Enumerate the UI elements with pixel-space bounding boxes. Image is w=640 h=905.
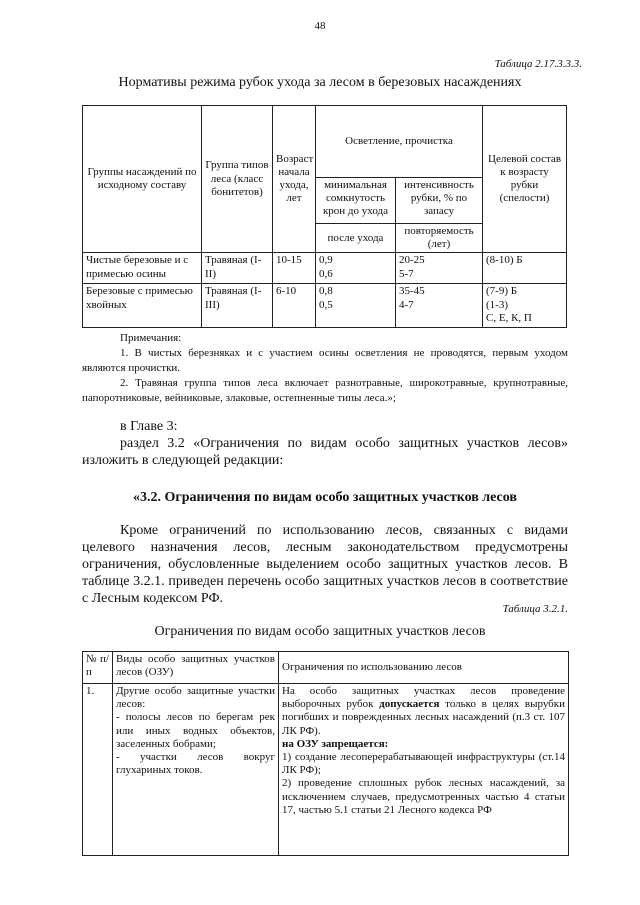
header-age-start: Возраст начала ухода, лет (273, 106, 316, 253)
header-repeat: повторяемость (лет) (396, 224, 483, 253)
limits-text: только в целях вырубки погибших и поврежденных лесных насаждений (п.3 ст. 107 ЛК РФ). (282, 698, 565, 737)
target-value: (7-9) Б (486, 285, 518, 298)
table-row (83, 253, 567, 284)
cell-density (316, 253, 396, 284)
intensity-value: 5-7 (399, 267, 414, 280)
forbidden-item: 1) создание лесоперерабатывающей инфраструктуры (ст.14 ЛК РФ); (282, 750, 565, 777)
chapter-reference (82, 418, 568, 469)
density-value: 0,9 (319, 254, 333, 267)
header-intensity: интенсивность рубки, % по запасу (396, 178, 483, 224)
forbidden-heading: на ОЗУ запрещается: (282, 737, 389, 750)
target-value: (8-10) Б (486, 254, 523, 267)
cell-num: 1. (83, 684, 113, 856)
intensity-value: 20-25 (399, 254, 425, 267)
cell-intensity (396, 253, 483, 284)
target-value: (1-3) (486, 298, 509, 311)
target-value: С, Е, К, П (486, 311, 532, 324)
cell-limits (279, 684, 569, 856)
page-number: 48 (314, 20, 326, 32)
cell-density (316, 284, 396, 328)
table-notes (82, 331, 568, 406)
note-item: 1. В чистых березняках и с участием осины осветления не проводятся, первым уходом являются прочистки. (82, 347, 568, 374)
table-caption: Таблица 3.2.1. (502, 603, 568, 615)
cell-group: Чистые березовые и с примесью осины (83, 253, 202, 284)
header-target: Целевой состав к возрасту рубки (спелости) (483, 106, 567, 253)
types-item: - полосы лесов по берегам рек или иных водных объектов, заселенных бобрами; (116, 711, 275, 750)
notes-heading: Примечания: (120, 332, 182, 344)
cell-target (483, 284, 567, 328)
forest-care-table (82, 105, 567, 328)
amend-text: раздел 3.2 «Ограничения по видам особо защитных участков лесов» изложить в следующей редакции: (82, 436, 568, 468)
table-row (83, 684, 569, 856)
chapter-ref-text: в Главе 3: (120, 419, 178, 434)
table-caption: Таблица 2.17.3.3.3. (494, 58, 582, 70)
cell-age: 6-10 (273, 284, 316, 328)
cell-target (483, 253, 567, 284)
protected-areas-table (82, 651, 569, 856)
section-heading: «3.2. Ограничения по видам особо защитных участков лесов (133, 490, 517, 505)
header-types: Виды особо защитных участков лесов (ОЗУ) (113, 652, 279, 684)
forbidden-item: 2) проведение сплошных рубок лесных насаждений, за исключением случаев, предусмотренных частью 4 статьи 17, частью 5.1 статьи 21 Лесного кодекса РФ (282, 777, 565, 816)
cell-forest-type: Травяная (I-III) (202, 284, 273, 328)
cell-forest-type: Травяная (I-II) (202, 253, 273, 284)
header-clearing: Осветление, прочистка (316, 106, 483, 178)
header-num: № п/п (83, 652, 113, 684)
types-item: - участки лесов вокруг глухариных токов. (116, 750, 275, 777)
header-group: Группы насаждений по исходному составу (83, 106, 202, 253)
header-limits: Ограничения по использованию лесов (279, 652, 569, 684)
intensity-value: 4-7 (399, 298, 414, 311)
limits-emphasis: допускается (379, 698, 440, 711)
limits-text: На особо защитных участках лесов проведение выборочных рубок (282, 685, 565, 711)
cell-age: 10-15 (273, 253, 316, 284)
paragraph-text: Кроме ограничений по использованию лесов, связанных с видами целевого назначения лесов, лесным законодательством предусмотрены ограничения, обусловленные выделением особо защитных участков лесов. В таблице 3.2.1. приведен перечень особо защитных участков лесов в соответствие с Лесным кодексом РФ. (82, 523, 568, 606)
note-item: 2. Травяная группа типов леса включает разнотравные, широкотравные, крупнотравные, папоротниковые, вейниковые, злаковые, остепненные типы леса.»; (82, 377, 568, 404)
density-value: 0,5 (319, 298, 333, 311)
limits-paragraph (282, 685, 565, 738)
header-min-density: минимальная сомкнутость крон до ухода (316, 178, 396, 224)
cell-types (113, 684, 279, 856)
table-row (83, 284, 567, 328)
cell-group: Березовые с примесью хвойных (83, 284, 202, 328)
table-title: Нормативы режима рубок ухода за лесом в березовых насаждениях (118, 75, 522, 90)
types-lead: Другие особо защитные участки лесов: (116, 685, 275, 711)
density-value: 0,8 (319, 285, 333, 298)
cell-intensity (396, 284, 483, 328)
header-after-care: после ухода (316, 224, 396, 253)
intensity-value: 35-45 (399, 285, 425, 298)
density-value: 0,6 (319, 267, 333, 280)
table-title: Ограничения по видам особо защитных участков лесов (154, 624, 486, 639)
header-forest-type: Группа типов леса (класс бонитетов) (202, 106, 273, 253)
body-paragraph (82, 522, 568, 607)
